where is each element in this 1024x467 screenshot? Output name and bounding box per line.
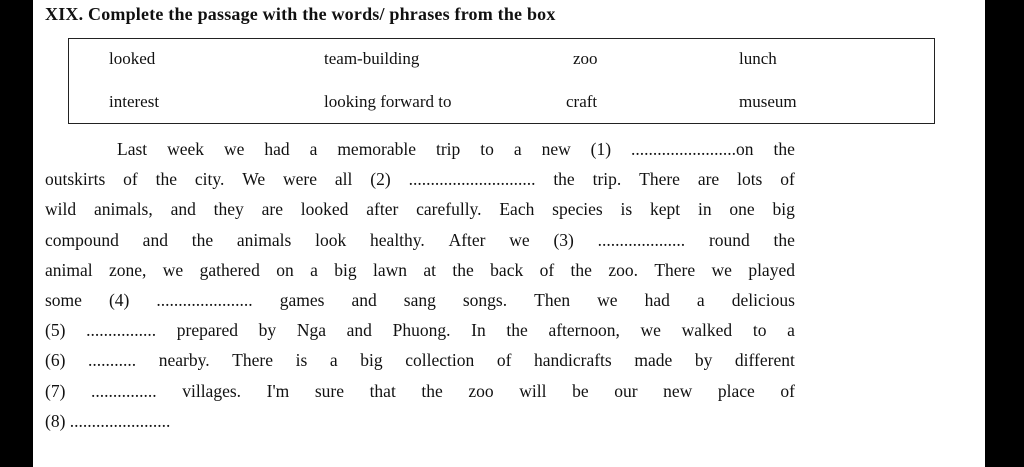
passage-word: kept xyxy=(650,199,681,220)
passage-word: afternoon, xyxy=(548,320,620,341)
passage-word: new xyxy=(663,380,693,401)
word-lunch: lunch xyxy=(739,49,777,68)
passage-word: games xyxy=(279,289,325,310)
passage-word: the xyxy=(421,380,443,401)
passage-word: a xyxy=(787,320,795,341)
passage-word: compound xyxy=(45,229,119,250)
exercise-heading: XIX. Complete the passage with the words/ phrases from the box xyxy=(45,4,556,24)
passage-line xyxy=(45,164,795,194)
passage-word: of xyxy=(780,380,795,401)
passage-word: is xyxy=(620,199,633,220)
passage-word: zoo. xyxy=(608,259,638,280)
word-team-building: team-building xyxy=(324,49,420,68)
passage-word: to xyxy=(752,320,767,341)
passage-word: (2) xyxy=(370,169,391,190)
passage-word: ................ xyxy=(86,320,157,341)
passage-word: walked xyxy=(681,320,733,341)
word-box xyxy=(68,38,935,124)
passage-word: animal xyxy=(45,259,93,280)
passage-word: healthy. xyxy=(370,229,425,250)
passage-word: had xyxy=(644,289,670,310)
passage-word: memorable xyxy=(337,139,417,159)
passage-word: villages. xyxy=(182,380,242,401)
passage-word: carefully. xyxy=(416,199,482,220)
word-looked: looked xyxy=(109,49,156,68)
passage-word: .................... xyxy=(597,229,686,250)
passage-word: Phuong. xyxy=(392,320,451,341)
passage-word: (4) xyxy=(108,289,130,310)
passage-word: big xyxy=(334,259,357,280)
passage-word: (3) xyxy=(553,229,574,250)
passage-word: Then xyxy=(534,289,571,310)
passage-word: they xyxy=(213,199,244,220)
passage-word: trip. xyxy=(592,169,622,190)
passage-word: Each xyxy=(499,199,535,220)
passage-word: week xyxy=(167,139,205,159)
passage-word: There xyxy=(232,350,273,371)
passage-word: outskirts xyxy=(45,169,106,190)
passage-word: on xyxy=(276,259,294,280)
passage-word: we xyxy=(509,229,530,250)
passage-line xyxy=(45,134,795,164)
passage-word: will xyxy=(519,380,547,401)
passage-word: the xyxy=(553,169,575,190)
passage-word: is xyxy=(295,350,308,371)
passage-word: There xyxy=(654,259,696,280)
passage-word: by xyxy=(258,320,277,341)
passage-word: played xyxy=(748,259,795,280)
word-craft: craft xyxy=(566,92,598,111)
passage-word: place xyxy=(717,380,755,401)
passage-word: lots xyxy=(737,169,763,190)
passage-word: the xyxy=(452,259,474,280)
passage-line: (8) ....................... xyxy=(45,410,171,431)
passage-word: the xyxy=(506,320,528,341)
passage-word: had xyxy=(264,139,290,159)
passage-word: made xyxy=(634,350,673,371)
passage-word: ........................on xyxy=(631,139,754,159)
passage-word: be xyxy=(572,380,589,401)
passage-word: of xyxy=(496,350,512,371)
passage-word: a xyxy=(696,289,705,310)
passage-word: were xyxy=(283,169,318,190)
passage-word: the xyxy=(773,229,795,250)
passage-word: all xyxy=(334,169,353,190)
passage-word: a xyxy=(513,139,522,159)
passage-word: We xyxy=(242,169,266,190)
passage-word: are xyxy=(261,199,283,220)
passage-word: big xyxy=(360,350,383,371)
passage-word: the xyxy=(773,139,795,159)
passage-word: we xyxy=(640,320,661,341)
passage-word: a xyxy=(309,139,318,159)
passage-word: new xyxy=(541,139,571,159)
passage-word: that xyxy=(369,380,396,401)
page-edge xyxy=(985,0,1024,467)
passage-word: After xyxy=(448,229,486,250)
word-zoo: zoo xyxy=(573,49,598,68)
word-interest: interest xyxy=(109,92,160,111)
passage-word: gathered xyxy=(199,259,260,280)
passage-word: ........... xyxy=(88,350,137,371)
passage-word: to xyxy=(480,139,494,159)
passage-word: (5) xyxy=(45,320,66,341)
passage-word: lawn xyxy=(372,259,408,280)
passage-word: Nga xyxy=(296,320,326,341)
passage-word: songs. xyxy=(462,289,508,310)
passage-word: looked xyxy=(300,199,349,220)
passage-word: zoo xyxy=(468,380,494,401)
passage-word: species xyxy=(552,199,603,220)
passage-word: zone, xyxy=(109,259,147,280)
passage-word: we xyxy=(711,259,732,280)
passage-word: some xyxy=(45,289,82,310)
passage-word: (7) xyxy=(45,380,66,401)
passage-word: ............................. xyxy=(408,169,536,190)
passage-word: I'm xyxy=(266,380,290,401)
passage-line xyxy=(45,315,795,345)
passage-word: collection xyxy=(405,350,475,371)
passage-word: and xyxy=(346,320,372,341)
passage-line xyxy=(45,225,795,255)
passage-word: sure xyxy=(314,380,344,401)
passage-word: and xyxy=(142,229,168,250)
passage-line xyxy=(45,255,795,285)
passage-word: the xyxy=(191,229,214,250)
passage-line xyxy=(45,194,795,224)
passage-word: we xyxy=(162,259,184,280)
passage-word: nearby. xyxy=(158,350,210,371)
passage-word: animals xyxy=(236,229,292,250)
passage-word: trip xyxy=(435,139,461,159)
passage-word: look xyxy=(315,229,347,250)
passage-word: round xyxy=(708,229,750,250)
passage-word: of xyxy=(539,259,555,280)
passage-word: and xyxy=(351,289,377,310)
passage-word: after xyxy=(366,199,399,220)
passage-word: Last xyxy=(117,139,148,159)
passage-word: by xyxy=(694,350,713,371)
passage-word: handicrafts xyxy=(533,350,612,371)
passage-word: in xyxy=(697,199,712,220)
passage-word: delicious xyxy=(731,289,795,310)
passage-word: at xyxy=(423,259,437,280)
passage-word: back xyxy=(490,259,524,280)
passage-line xyxy=(45,345,795,375)
passage-word: (6) xyxy=(45,350,66,371)
passage-word: the xyxy=(570,259,592,280)
passage-word: In xyxy=(471,320,486,341)
passage-line xyxy=(45,376,795,406)
passage-word: ............... xyxy=(91,380,157,401)
passage-word: animals, xyxy=(93,199,153,220)
word-looking-forward-to: looking forward to xyxy=(324,92,452,111)
passage-word: a xyxy=(310,259,318,280)
passage-word: we xyxy=(597,289,618,310)
passage-word: we xyxy=(223,139,245,159)
passage-word: and xyxy=(170,199,196,220)
passage-word: are xyxy=(697,169,720,190)
passage xyxy=(45,134,795,436)
passage-word: prepared xyxy=(176,320,238,341)
passage-word: the xyxy=(155,169,178,190)
passage-word: one xyxy=(729,199,755,220)
passage-word: a xyxy=(329,350,338,371)
passage-word: (1) xyxy=(590,139,612,159)
passage-word: different xyxy=(734,350,795,371)
passage-word: sang xyxy=(403,289,436,310)
passage-word: big xyxy=(772,199,795,220)
passage-word: ...................... xyxy=(156,289,253,310)
passage-word: of xyxy=(123,169,138,190)
passage-word: our xyxy=(614,380,638,401)
passage-word: wild xyxy=(45,199,77,220)
passage-line xyxy=(45,285,795,315)
passage-word: city. xyxy=(194,169,225,190)
passage-word: There xyxy=(639,169,680,190)
passage-word: of xyxy=(780,169,795,190)
word-museum: museum xyxy=(739,92,797,111)
